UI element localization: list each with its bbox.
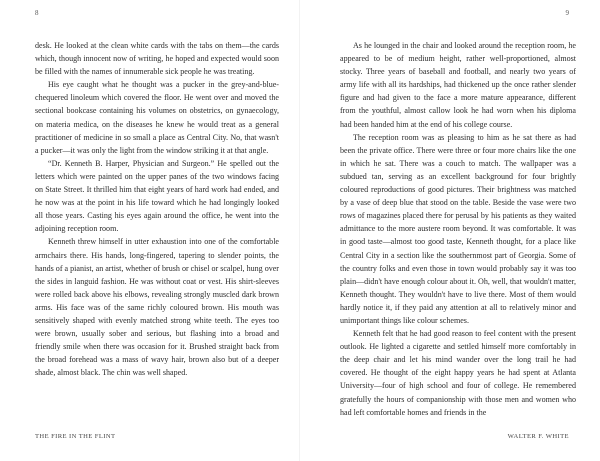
right-page-number: 9 [565, 9, 569, 17]
left-page-body [35, 39, 279, 379]
right-page [300, 0, 600, 461]
right-running-footer: WALTER F. WHITE [507, 433, 569, 440]
paragraph: The reception room was as pleasing to him as he sat there as had been the private office. There were three or four more chairs like the one in which he sat. There was a couch to match. The wallpaper was a subdued tan, serving as an excellent background for four brightly coloured reproductions of good pictures. Their brightness was matched by a vase of deep blue that stood on the table. Beside the vase were two rows of magazines placed there for perusal by his patients as they waited admittance to the more austere room beyond. It was comfortable. It was in good taste—almost too good taste, Kenneth thought, for a place like Central City in a section like the southernmost part of Georgia. Some of the country folks and even those in town would probably say it was too plain—didn't have enough colour about it. Oh, well, that wouldn't matter, Kenneth thought. They wouldn't have to live there. Most of them would hardly notice it, if they paid any attention at all to relatively minor and unimportant things like colour schemes. [340, 132, 576, 325]
left-page-number: 8 [35, 9, 39, 17]
paragraph: Kenneth threw himself in utter exhaustion into one of the comfortable armchairs there. His hands, long-fingered, tapering to slender points, the hands of a pianist, an artist, whether of brush or chisel or scalpel, hung over the sides in languid fashion. He was without coat or vest. His shirt-sleeves were rolled back above his elbows, revealing strongly muscled dark brown arms. His face was of the same richly coloured brown. His mouth was sensitively shaped with evenly matched strong white teeth. The eyes too were brown, usually sober and serious, but flashing into a broad and friendly smile when there was occasion for it. Brushed straight back from the broad forehead was a mass of wavy hair, brown also but of a deeper shade, almost black. The chin was well shaped. [35, 237, 279, 378]
paragraph: desk. He looked at the clean white cards with the tabs on them—the cards which, though innocent now of writing, he hoped and expected would soon be filled with the names of innumerable sick people he was treating. [35, 41, 279, 77]
paragraph: As he lounged in the chair and looked around the reception room, he appeared to be of medium height, rather well-proportioned, almost stocky. Three years of baseball and football, and nearly two years of army life with all its hardships, had thickened up the once rather slender figure and had given to the face a more mature appearance, different from the youthful, almost callow look he had worn when his diploma had been handed him at the end of his college course. [340, 41, 576, 129]
paragraph: Kenneth felt that he had good reason to feel content with the present outlook. He lighted a cigarette and settled himself more comfortably in the deep chair and let his mind wander over the long trail he had covered. He thought of the eight happy years he had spent at Atlanta University—four of high school and four of college. He remembered gratefully the hours of companionship with those men and women who had left comfortable homes and friends in the [340, 329, 576, 417]
left-running-footer: THE FIRE IN THE FLINT [35, 433, 116, 440]
right-page-body [340, 39, 576, 419]
paragraph: “Dr. Kenneth B. Harper, Physician and Surgeon.” He spelled out the letters which were painted on the upper panes of the two windows facing on State Street. It thrilled him that eight years of hard work had ended, and he now was at the point in his life toward which he had longingly looked all those years. Casting his eyes again around the office, he went into the adjoining reception room. [35, 158, 279, 234]
paragraph: His eye caught what he thought was a pucker in the grey-and-blue-chequered linoleum which covered the floor. He went over and moved the sectional bookcase containing his volumes on obstetrics, on gynaecology, on materia medica, on the diseases he knew he would treat as a general practitioner of medicine in so small a place as Central City. No, that wasn't a pucker—it was only the light from the window striking it at that angle. [35, 80, 279, 155]
